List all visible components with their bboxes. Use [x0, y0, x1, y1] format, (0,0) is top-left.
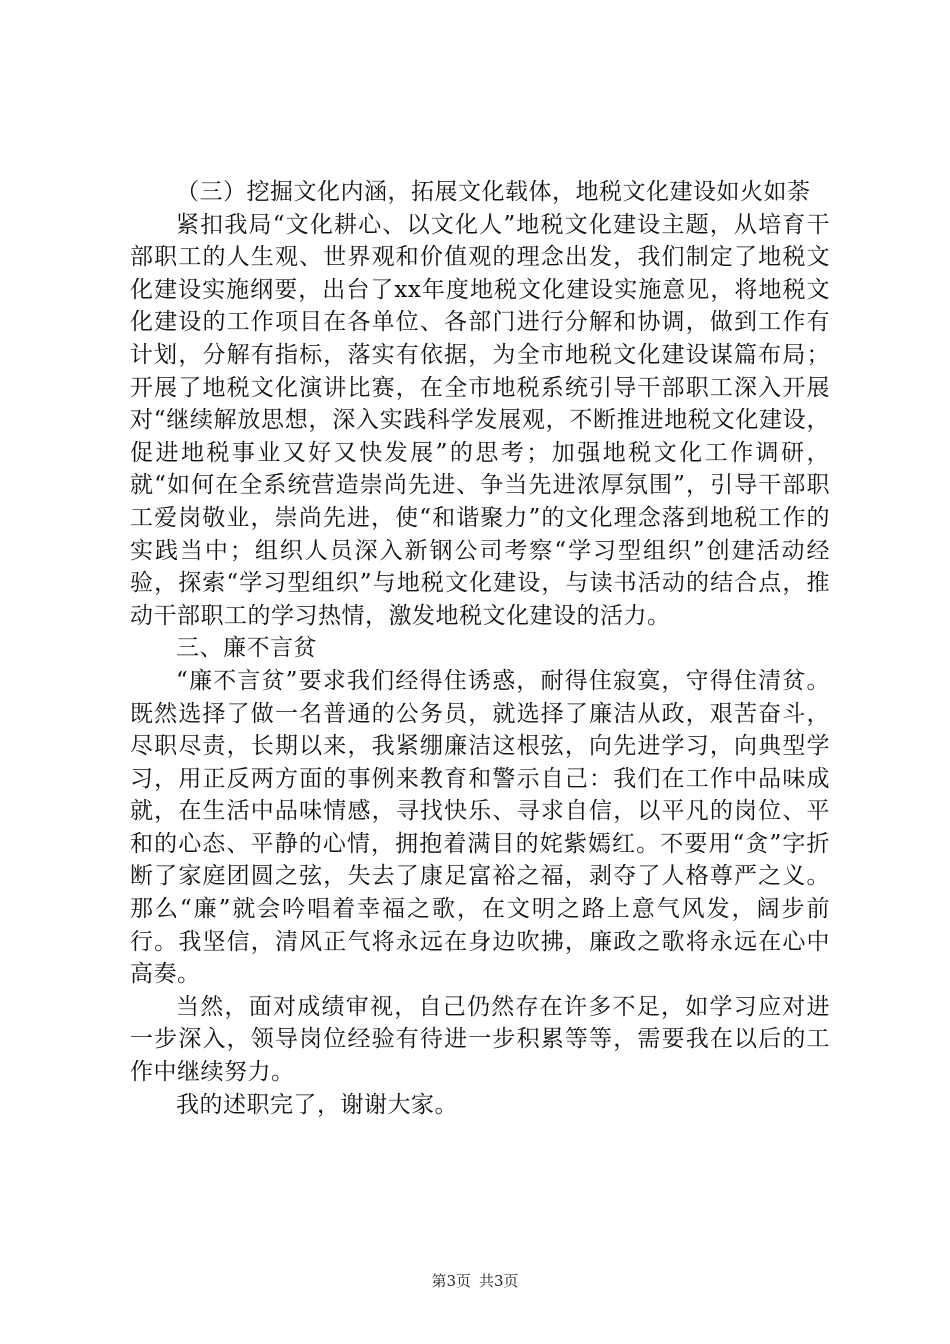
section-subheading: （三）挖掘文化内涵，拓展文化载体，地税文化建设如火如荼 — [176, 179, 811, 205]
body-paragraph: 当然，面对成绩审视，自己仍然存在许多不足，如学习应对进一步深入，领导岗位经验有待进一步积累等等，需要我在以后的工作中继续努力。 — [130, 993, 830, 1086]
body-paragraph: 紧扣我局“文化耕心、以文化人”地税文化建设主题，从培育干部职工的人生观、世界观和价值观的理念出发，我们制定了地税文化建设实施纲要，出台了xx年度地税文化建设实施意见，将地税文化建设的工作项目在各单位、各部门进行分解和协调，做到工作有计划，分解有指标，落实有依据，为全市地税文化建设谋篇布局；开展了地税文化演讲比赛，在全市地税系统引导干部职工深入开展对“继续解放思想，深入实践科学发展观，不断推进地税文化建设，促进地税事业又好又快发展”的思考；加强地税文化工作调研，就“如何在全系统营造崇尚先进、争当先进浓厚氛围”，引导干部职工爱岗敬业，崇尚先进，使“和谐聚力”的文化理念落到地税工作的实践当中；组织人员深入新钢公司考察“学习型组织”创建活动经验，探索“学习型组织”与地税文化建设，与读书活动的结合点，推动干部职工的学习热情，激发地税文化建设的活力。 — [130, 211, 830, 629]
document-body — [130, 176, 830, 1121]
body-paragraph: “廉不言贫”要求我们经得住诱惑，耐得住寂寞，守得住清贫。既然选择了做一名普通的公务员，就选择了廉洁从政，艰苦奋斗，尽职尽责，长期以来，我紧绷廉洁这根弦，向先进学习，向典型学习，用正反两方面的事例来教育和警示自己：我们在工作中品味成就，在生活中品味情感，寻找快乐、寻求自信，以平凡的岗位、平和的心态、平静的心情，拥抱着满目的姹紫嫣红。不要用“贪”字折断了家庭团圆之弦，失去了康足富裕之福，剥夺了人格尊严之义。那么“廉”就会吟唱着幸福之歌，在文明之路上意气风发，阔步前行。我坚信，清风正气将永远在身边吹拂，廉政之歌将永远在心中高奏。 — [130, 667, 830, 988]
page-footer — [0, 1271, 950, 1291]
section-heading: 三、廉不言贫 — [176, 635, 317, 662]
closing-paragraph: 我的述职完了，谢谢大家。 — [176, 1091, 458, 1118]
page-number-total: 共3页 — [479, 1272, 519, 1290]
page-number-current: 第3页 — [431, 1272, 471, 1290]
